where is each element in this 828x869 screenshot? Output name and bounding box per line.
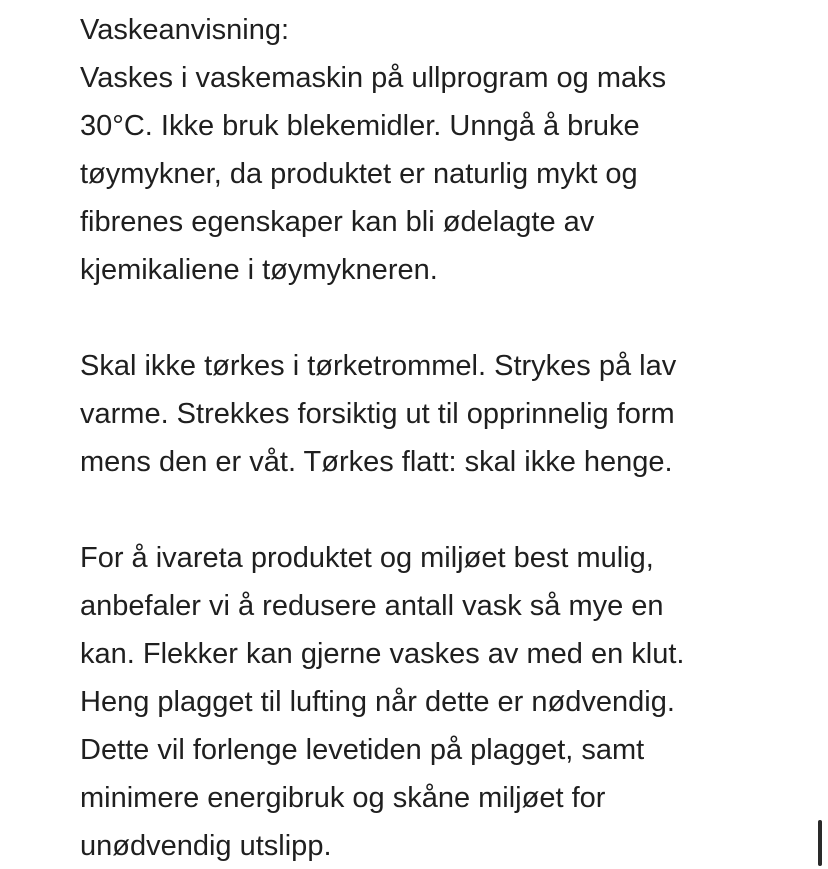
text-line: mens den er våt. Tørkes flatt: skal ikke henge. <box>80 446 673 478</box>
text-line: kjemikaliene i tøymykneren. <box>80 254 438 286</box>
text-line: unødvendig utslipp. <box>80 830 332 862</box>
paragraph-1 <box>80 6 810 294</box>
text-line: kan. Flekker kan gjerne vaskes av med en klut. <box>80 638 685 670</box>
text-line: Dette vil forlenge levetiden på plagget, samt <box>80 734 645 766</box>
text-line: For å ivareta produktet og miljøet best mulig, <box>80 542 654 574</box>
text-line: 30°C. Ikke bruk blekemidler. Unngå å bruke <box>80 110 640 142</box>
text-line: minimere energibruk og skåne miljøet for <box>80 782 606 814</box>
scrollbar-thumb[interactable] <box>818 820 822 866</box>
text-line: fibrenes egenskaper kan bli ødelagte av <box>80 206 595 238</box>
text-line: varme. Strekkes forsiktig ut til opprinnelig form <box>80 398 675 430</box>
paragraph-2 <box>80 342 810 486</box>
text-line: Vaskes i vaskemaskin på ullprogram og maks <box>80 62 667 94</box>
paragraph-3 <box>80 534 810 869</box>
text-line: tøymykner, da produktet er naturlig mykt og <box>80 158 638 190</box>
text-line: anbefaler vi å redusere antall vask så mye en <box>80 590 664 622</box>
text-line: Skal ikke tørkes i tørketrommel. Strykes på lav <box>80 350 677 382</box>
care-instructions-text <box>80 6 810 869</box>
text-line: Heng plagget til lufting når dette er nødvendig. <box>80 686 675 718</box>
heading-text: Vaskeanvisning: <box>80 14 290 46</box>
